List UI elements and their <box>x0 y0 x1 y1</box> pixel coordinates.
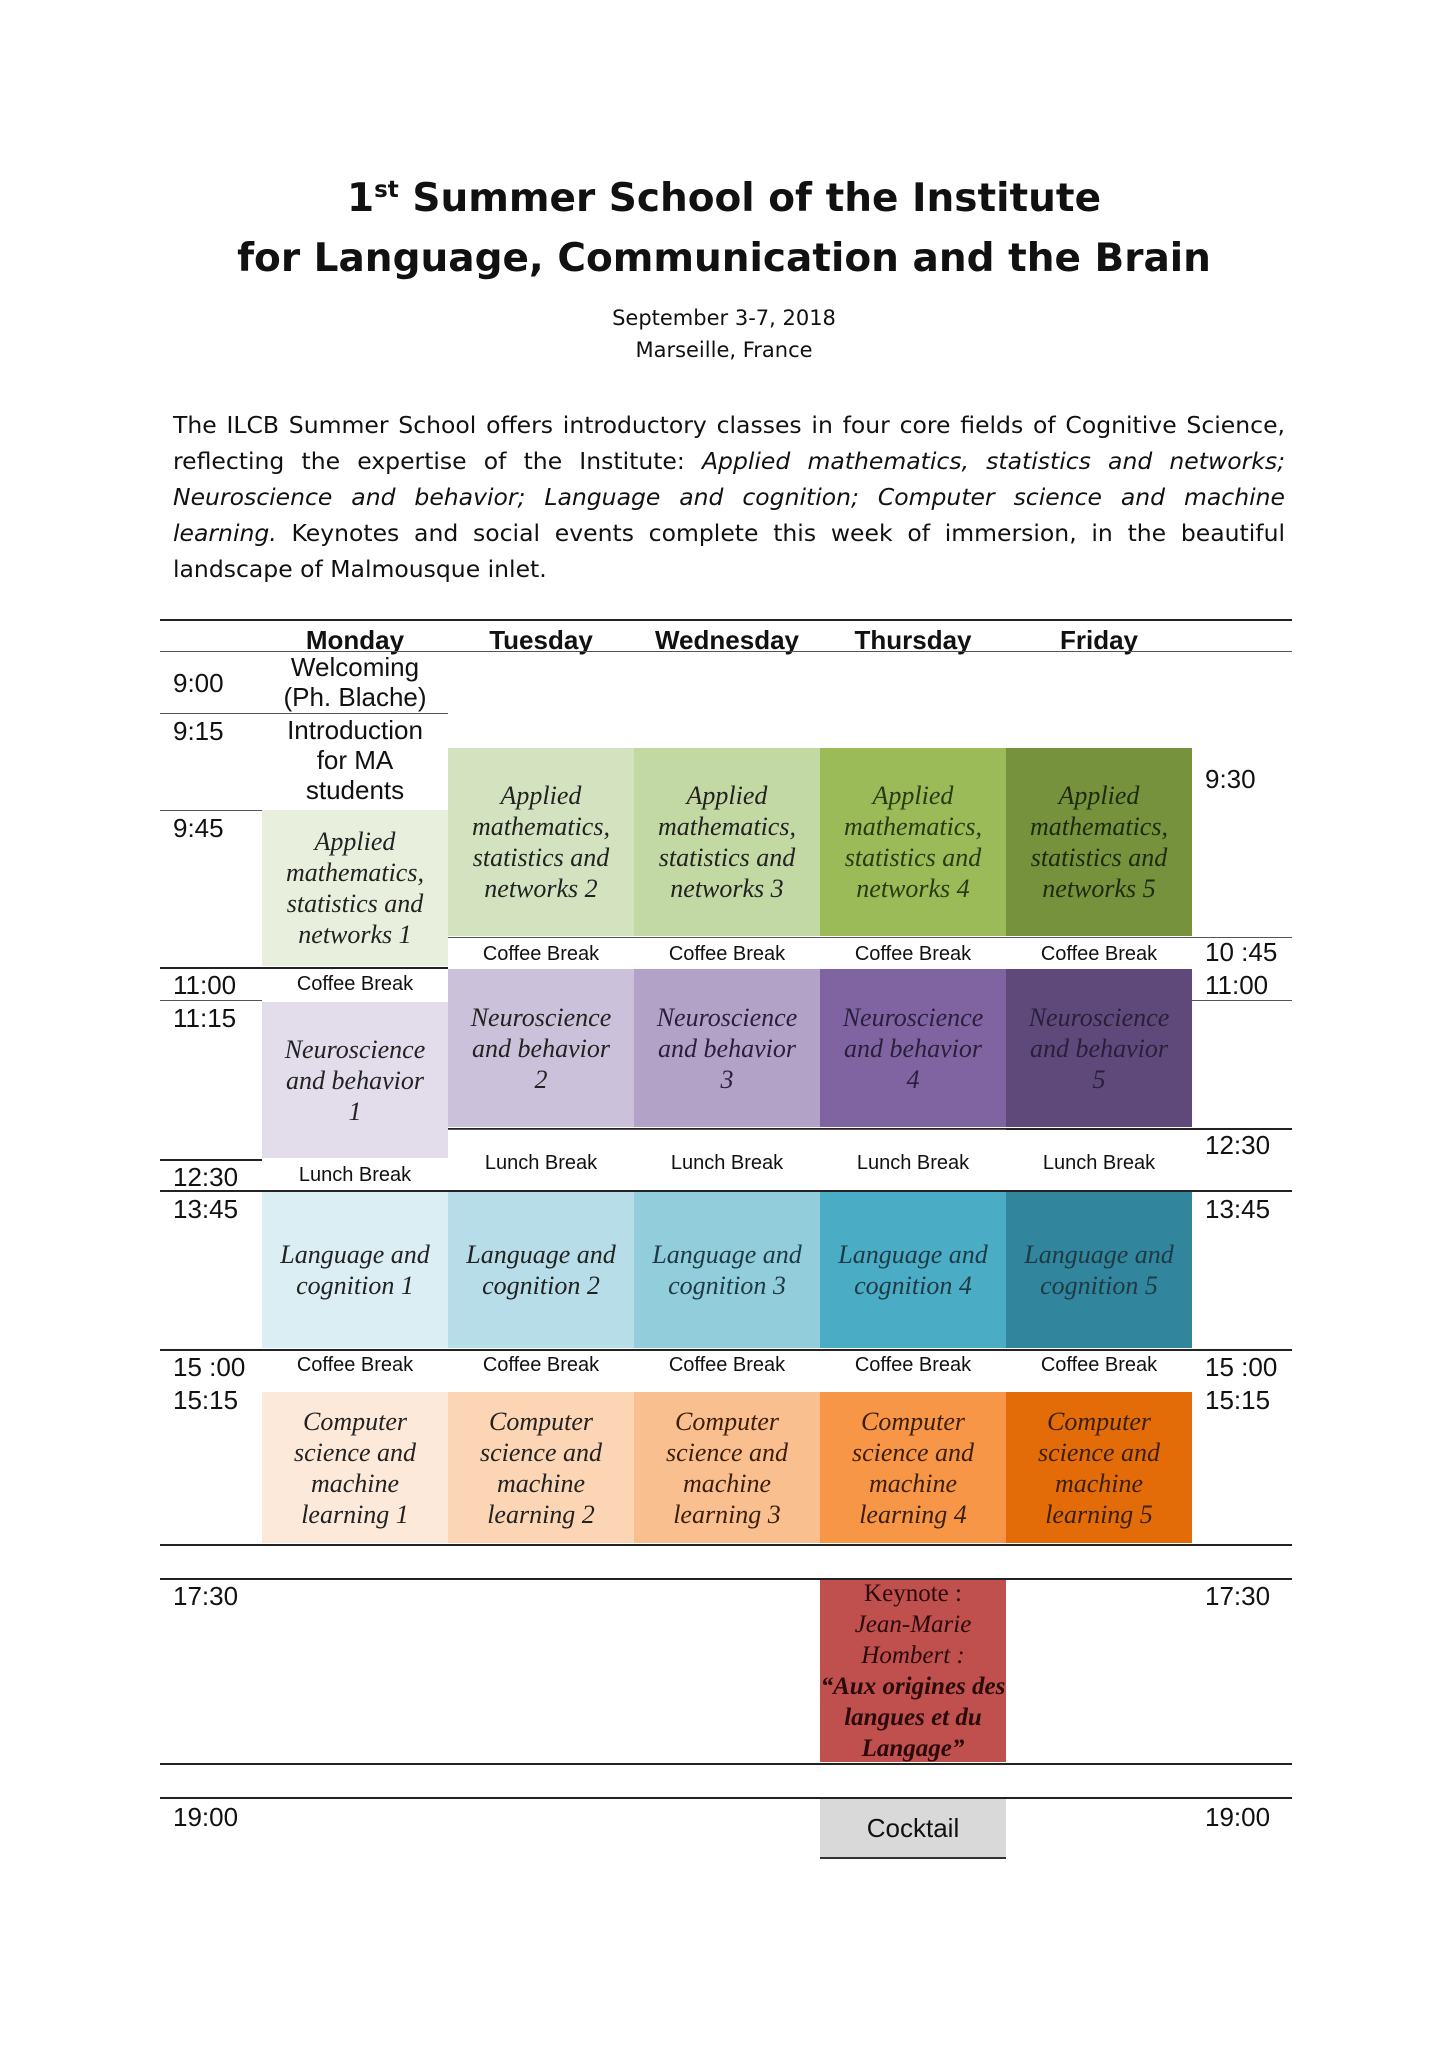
title-ordinal-suffix: st <box>374 177 399 203</box>
page-title-line-2: for Language, Communication and the Brain <box>237 236 1211 281</box>
course-language-4: Language and cognition 4 <box>820 1192 1006 1348</box>
lunch-break: Lunch Break <box>484 1151 598 1174</box>
time-left-1: 9:15 <box>173 716 224 746</box>
keynote-speaker: Jean-Marie Hombert : <box>854 1611 972 1669</box>
time-left-0: 9:00 <box>173 668 224 698</box>
lunch-break: Lunch Break <box>856 1151 970 1174</box>
course-cs-4: Computer science and machine learning 4 <box>820 1392 1006 1543</box>
table-rule <box>160 1544 1292 1546</box>
course-cs-1: Computer science and machine learning 1 <box>262 1392 448 1543</box>
table-rule <box>160 1763 1292 1765</box>
day-header-friday: Friday <box>1059 625 1139 655</box>
event-dates: September 3-7, 2018 <box>612 306 836 330</box>
keynote-cell <box>820 1580 1006 1762</box>
coffee-break: Coffee Break <box>1040 1353 1158 1376</box>
table-rule <box>160 1159 262 1161</box>
coffee-break: Coffee Break <box>668 942 786 965</box>
keynote-label: Keynote : <box>864 1580 962 1607</box>
monday-welcoming: Welcoming (Ph. Blache) <box>283 652 427 712</box>
course-math-5: Applied mathematics, statistics and networks 5 <box>1006 748 1192 936</box>
table-rule <box>448 1129 1006 1130</box>
time-right-3: 12:30 <box>1205 1130 1271 1160</box>
coffee-break: Coffee Break <box>296 1353 414 1376</box>
time-left-4: 11:15 <box>173 1003 237 1033</box>
time-left-9: 17:30 <box>173 1581 239 1611</box>
course-language-5: Language and cognition 5 <box>1006 1192 1192 1348</box>
coffee-break: Coffee Break <box>1040 942 1158 965</box>
intro-paragraph <box>173 407 1285 587</box>
course-neuro-1: Neuroscience and behavior 1 <box>262 1002 448 1158</box>
time-left-8: 15:15 <box>173 1385 239 1415</box>
table-rule <box>160 810 262 811</box>
coffee-break: Coffee Break <box>482 942 600 965</box>
time-left-5: 12:30 <box>173 1162 239 1192</box>
time-left-10: 19:00 <box>173 1802 239 1832</box>
time-right-4: 13:45 <box>1205 1194 1271 1224</box>
time-left-7: 15 :00 <box>173 1352 246 1382</box>
coffee-break: Coffee Break <box>854 1353 972 1376</box>
table-rule <box>160 1797 1292 1799</box>
course-cs-3: Computer science and machine learning 3 <box>634 1392 820 1543</box>
coffee-break: Coffee Break <box>296 972 414 995</box>
time-right-5: 15 :00 <box>1205 1352 1278 1382</box>
coffee-break: Coffee Break <box>668 1353 786 1376</box>
intro-text-1: The ILCB Summer School offers introductory classes in four core fields of Cognitive Science, reflecting the expertise of the Institute: <box>173 411 1285 475</box>
course-math-1: Applied mathematics, statistics and networks 1 <box>262 810 448 966</box>
day-header-wednesday: Wednesday <box>654 625 799 655</box>
course-neuro-2: Neuroscience and behavior 2 <box>448 969 634 1127</box>
title-ordinal: 1 <box>346 176 375 221</box>
coffee-break: Coffee Break <box>482 1353 600 1376</box>
time-left-6: 13:45 <box>173 1194 239 1224</box>
monday-introduction: Introduction for MA students <box>287 715 423 805</box>
intro-fields: Applied mathematics, statistics and networks; Neuroscience and behavior; Language and cognition; Computer science and machine learning. <box>173 447 1285 547</box>
course-cs-5: Computer science and machine learning 5 <box>1006 1392 1192 1543</box>
time-left-3: 11:00 <box>173 970 237 1000</box>
cocktail-cell: Cocktail <box>820 1799 1006 1859</box>
course-math-4: Applied mathematics, statistics and networks 4 <box>820 748 1006 936</box>
course-language-2: Language and cognition 2 <box>448 1192 634 1348</box>
course-language-3: Language and cognition 3 <box>634 1192 820 1348</box>
coffee-break: Coffee Break <box>854 942 972 965</box>
table-rule <box>160 1578 1292 1580</box>
intro-text-2: Keynotes and social events complete this week of immersion, in the beautiful landscape of Malmousque inlet. <box>173 519 1285 583</box>
course-neuro-5: Neuroscience and behavior 5 <box>1006 969 1192 1127</box>
time-right-7: 17:30 <box>1205 1581 1271 1611</box>
time-right-0: 9:30 <box>1205 764 1256 794</box>
time-right-6: 15:15 <box>1205 1385 1271 1415</box>
lunch-break: Lunch Break <box>1042 1151 1156 1174</box>
time-right-8: 19:00 <box>1205 1802 1271 1832</box>
table-rule <box>160 619 1292 621</box>
day-header-monday: Monday <box>305 625 405 655</box>
title-text: Summer School of the Institute <box>398 176 1102 221</box>
time-right-1: 10 :45 <box>1205 937 1278 967</box>
time-right-2: 11:00 <box>1205 970 1269 1000</box>
day-header-thursday: Thursday <box>854 625 972 655</box>
lunch-break: Lunch Break <box>670 1151 784 1174</box>
event-location: Marseille, France <box>635 338 813 362</box>
time-left-2: 9:45 <box>173 813 224 843</box>
lunch-break: Lunch Break <box>298 1163 412 1186</box>
course-math-2: Applied mathematics, statistics and networks 2 <box>448 748 634 936</box>
table-rule <box>448 937 1292 938</box>
course-math-3: Applied mathematics, statistics and networks 3 <box>634 748 820 936</box>
course-neuro-4: Neuroscience and behavior 4 <box>820 969 1006 1127</box>
course-neuro-3: Neuroscience and behavior 3 <box>634 969 820 1127</box>
course-language-1: Language and cognition 1 <box>262 1192 448 1348</box>
day-header-tuesday: Tuesday <box>489 625 593 655</box>
course-cs-2: Computer science and machine learning 2 <box>448 1392 634 1543</box>
page-title-line-1 <box>0 176 1448 221</box>
keynote-talk-title: “Aux origines des langues et du Langage” <box>820 1673 1006 1762</box>
